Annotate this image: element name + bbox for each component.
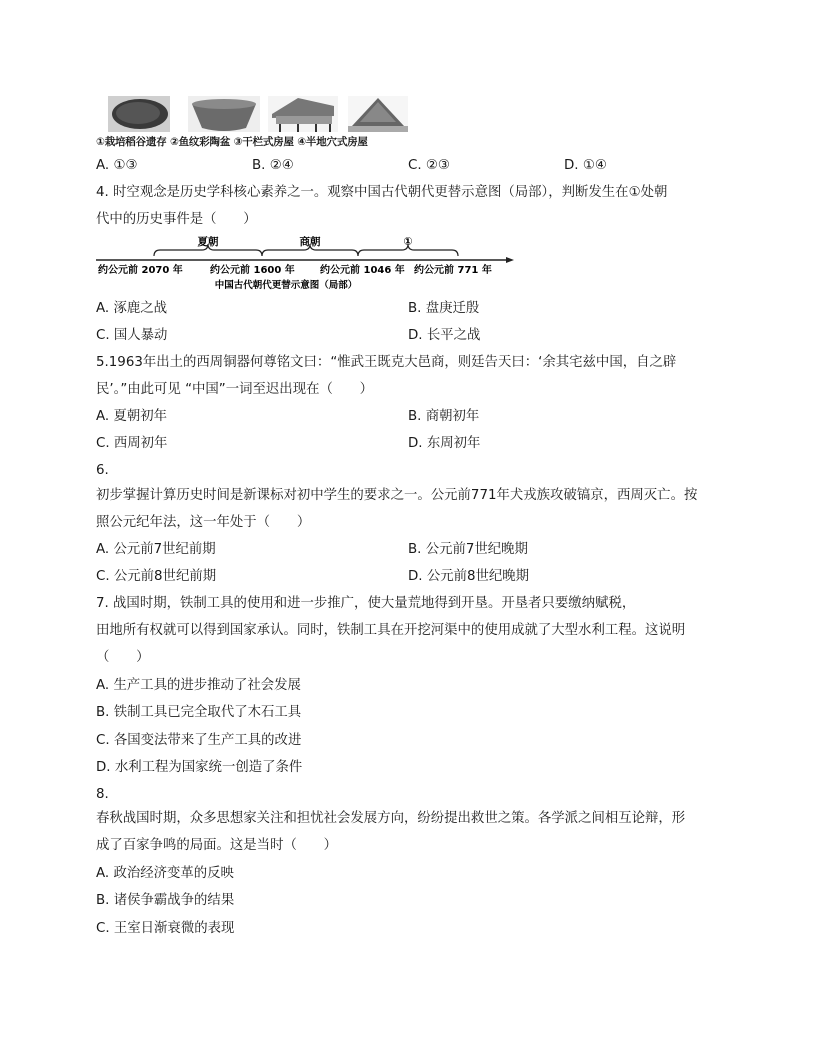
fish-pottery-basin-photo xyxy=(188,96,260,132)
semi-subterranean-house-photo xyxy=(348,96,408,132)
q5-option-b[interactable]: B. 商朝初年 xyxy=(408,409,480,424)
q3-option-c[interactable]: C. ②③ xyxy=(408,158,450,173)
q7-option-b[interactable]: B. 铁制工具已完全取代了木石工具 xyxy=(96,705,302,720)
q7-stem-line3: （ ） xyxy=(96,650,150,665)
q6-stem-line2: 照公元纪年法，这一年处于（ ） xyxy=(96,515,311,530)
q6-option-d[interactable]: D. 公元前8世纪晚期 xyxy=(408,569,530,584)
q6-option-b[interactable]: B. 公元前7世纪晚期 xyxy=(408,542,528,557)
timeline-label-xia: 夏朝 xyxy=(197,236,219,248)
stilt-house-photo xyxy=(268,96,338,132)
q4-stem-line1: 4. 时空观念是历史学科核心素养之一。观察中国古代朝代更替示意图（局部），判断发生在①处朝 xyxy=(96,185,668,200)
q8-option-c[interactable]: C. 王室日渐衰微的表现 xyxy=(96,921,235,936)
q6-option-c[interactable]: C. 公元前8世纪前期 xyxy=(96,569,217,584)
q5-option-d[interactable]: D. 东周初年 xyxy=(408,436,481,451)
q4-option-c[interactable]: C. 国人暴动 xyxy=(96,328,168,343)
q6-option-a[interactable]: A. 公元前7世纪前期 xyxy=(96,542,216,557)
timeline-date-1600: 约公元前 1600 年 xyxy=(210,265,295,276)
q7-option-c[interactable]: C. 各国变法带来了生产工具的改进 xyxy=(96,733,302,748)
rice-remains-photo xyxy=(108,96,170,132)
q4-stem-line2: 代中的历史事件是（ ） xyxy=(96,212,257,227)
q3-option-b[interactable]: B. ②④ xyxy=(252,158,294,173)
q7-option-d[interactable]: D. 水利工程为国家统一创造了条件 xyxy=(96,760,303,775)
q4-option-d[interactable]: D. 长平之战 xyxy=(408,328,481,343)
q8-option-a[interactable]: A. 政治经济变革的反映 xyxy=(96,866,234,881)
q5-option-a[interactable]: A. 夏朝初年 xyxy=(96,409,167,424)
q7-stem-line2: 田地所有权就可以得到国家承认。同时，铁制工具在开挖河渠中的使用成就了大型水利工程。这说明 xyxy=(96,623,686,638)
q8-stem-line2: 成了百家争鸣的局面。这是当时（ ） xyxy=(96,838,338,853)
timeline-label-shang: 商朝 xyxy=(299,236,321,248)
timeline-date-771: 约公元前 771 年 xyxy=(414,265,492,276)
q5-stem-line1: 5.1963年出土的西周铜器何尊铭文曰：“惟武王既克大邑商，则廷告天曰：‘余其宅兹中国，自之辟 xyxy=(96,355,677,370)
q6-stem-line1: 初步掌握计算历史时间是新课标对初中学生的要求之一。公元前771年犬戎族攻破镐京，西周灭亡。按 xyxy=(96,488,698,503)
q8-option-b[interactable]: B. 诸侯争霸战争的结果 xyxy=(96,893,235,908)
dynasty-timeline xyxy=(96,236,516,296)
q3-caption: ①栽培稻谷遗存 ②鱼纹彩陶盆 ③干栏式房屋 ④半地穴式房屋 xyxy=(96,136,368,148)
timeline-arrow xyxy=(506,257,514,263)
q8-number: 8. xyxy=(96,787,109,802)
q3-option-d[interactable]: D. ①④ xyxy=(564,158,607,173)
q6-number: 6. xyxy=(96,463,109,478)
q4-option-a[interactable]: A. 涿鹿之战 xyxy=(96,301,167,316)
q5-option-c[interactable]: C. 西周初年 xyxy=(96,436,168,451)
timeline-date-1046: 约公元前 1046 年 xyxy=(320,265,405,276)
q8-stem-line1: 春秋战国时期，众多思想家关注和担忧社会发展方向，纷纷提出救世之策。各学派之间相互论辩，形 xyxy=(96,811,686,826)
timeline-title: 中国古代朝代更替示意图（局部） xyxy=(214,280,358,291)
q7-stem-line1: 7. 战国时期，铁制工具的使用和进一步推广，使大量荒地得到开垦。开垦者只要缴纳赋税， xyxy=(96,596,636,611)
timeline-label-1: ① xyxy=(403,236,413,248)
q3-option-a[interactable]: A. ①③ xyxy=(96,158,138,173)
q5-stem-line2: 民’。”由此可见 “中国”一词至迟出现在（ ） xyxy=(96,382,374,397)
q7-option-a[interactable]: A. 生产工具的进步推动了社会发展 xyxy=(96,678,301,693)
q4-option-b[interactable]: B. 盘庚迁殷 xyxy=(408,301,480,316)
timeline-date-2070: 约公元前 2070 年 xyxy=(98,265,183,276)
